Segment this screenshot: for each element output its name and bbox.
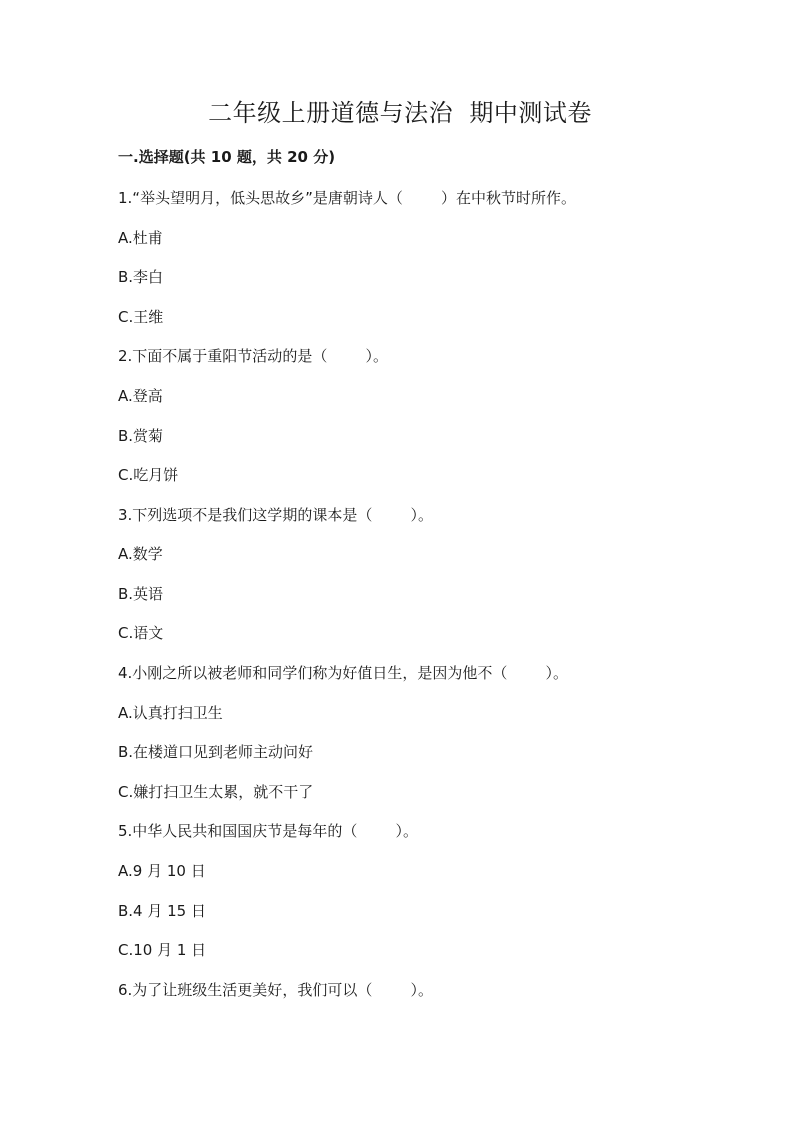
question-1-option-a: A.杜甫	[118, 229, 163, 247]
question-5-stem: 5.中华人民共和国国庆节是每年的（ ）。	[118, 822, 418, 840]
question-1-option-c: C.王维	[118, 308, 164, 326]
question-4-stem: 4.小刚之所以被老师和同学们称为好值日生，是因为他不（ ）。	[118, 664, 568, 682]
question-3-option-b: B.英语	[118, 585, 164, 603]
question-3-option-a: A.数学	[118, 545, 163, 563]
question-1-option-b: B.李白	[118, 268, 164, 286]
question-5-option-c: C.10 月 1 日	[118, 941, 207, 959]
question-1-stem: 1.“举头望明月，低头思故乡”是唐朝诗人（ ）在中秋节时所作。	[118, 189, 577, 207]
section-header: 一.选择题(共 10 题，共 20 分)	[118, 148, 336, 166]
question-6-stem: 6.为了让班级生活更美好，我们可以（ ）。	[118, 981, 433, 999]
question-4-option-b: B.在楼道口见到老师主动问好	[118, 743, 314, 761]
exam-title: 二年级上册道德与法治 期中测试卷	[208, 99, 592, 127]
question-5-option-a: A.9 月 10 日	[118, 862, 206, 880]
question-2-stem: 2.下面不属于重阳节活动的是（ ）。	[118, 347, 388, 365]
question-2-option-a: A.登高	[118, 387, 163, 405]
question-3-stem: 3.下列选项不是我们这学期的课本是（ ）。	[118, 506, 433, 524]
question-3-option-c: C.语文	[118, 624, 164, 642]
question-2-option-b: B.赏菊	[118, 427, 164, 445]
question-2-option-c: C.吃月饼	[118, 466, 179, 484]
question-4-option-a: A.认真打扫卫生	[118, 704, 223, 722]
question-4-option-c: C.嫌打扫卫生太累，就不干了	[118, 783, 314, 801]
question-5-option-b: B.4 月 15 日	[118, 902, 206, 920]
